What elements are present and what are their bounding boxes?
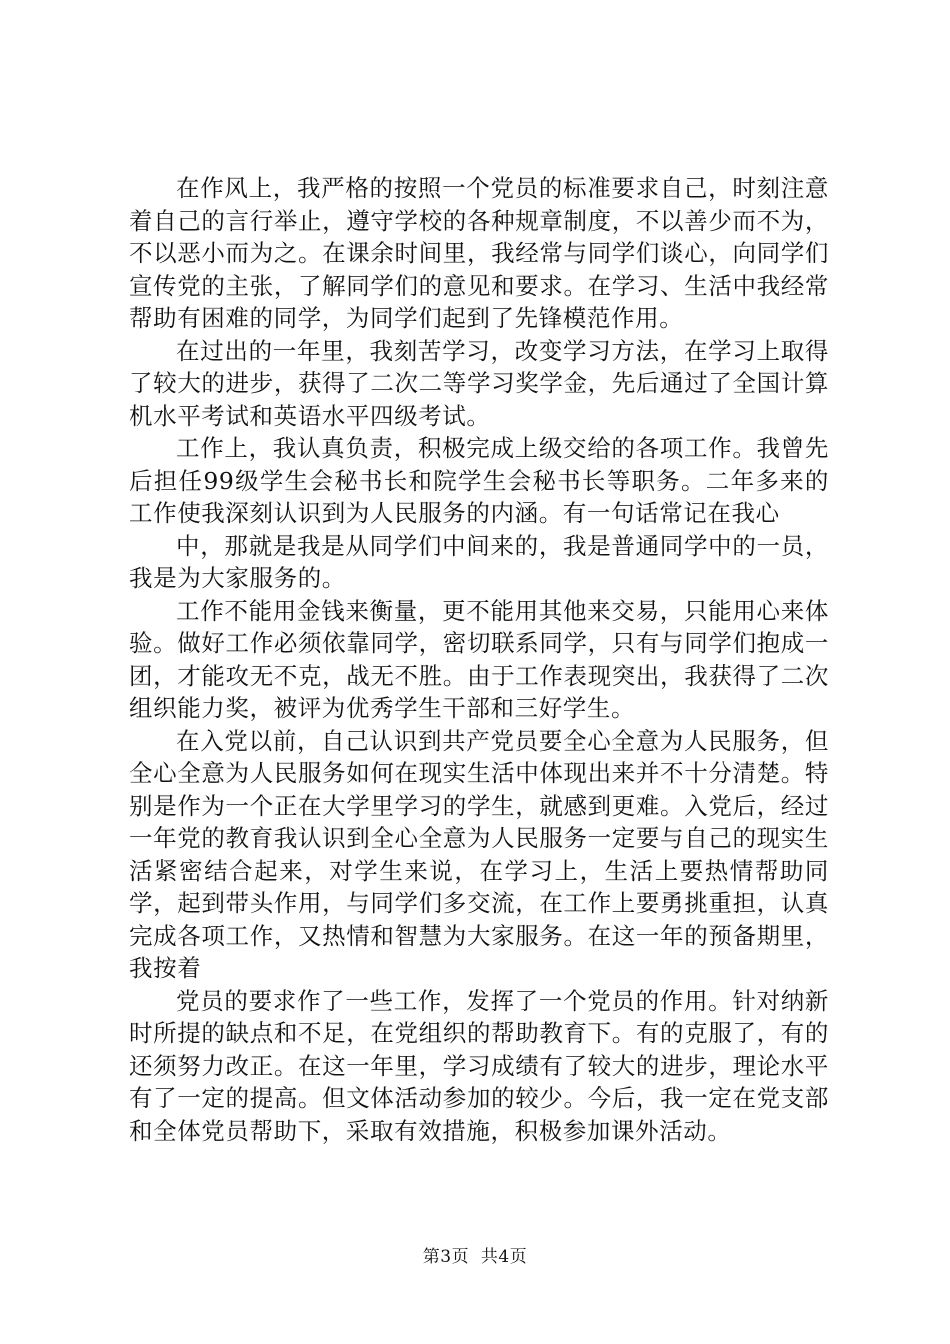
paragraph-party-understanding: 在入党以前，自己认识到共产党员要全心全意为人民服务，但全心全意为人民服务如何在现实生活中体现出来并不十分清楚。特别是作为一个正在大学里学习的学生，就感到更难。入党后，经过一年党的教育我认识到全心全意为人民服务一定要与自己的现实生活紧密结合起来，对学生来说，在学习上，生活上要热情帮助同学，起到带头作用，与同学们多交流，在工作上要勇挑重担，认真完成各项工作，又热情和智慧为大家服务。在这一年的预备期里，我按着 [129,726,829,982]
paragraph-work-experience: 工作不能用金钱来衡量，更不能用其他来交易，只能用心来体验。做好工作必须依靠同学，密切联系同学，只有与同学们抱成一团，才能攻无不克，战无不胜。由于工作表现突出，我获得了二次组织能力奖，被评为优秀学生干部和三好学生。 [129,596,829,722]
document-body [129,172,829,1147]
paragraph-work-style: 在作风上，我严格的按照一个党员的标准要求自己，时刻注意着自己的言行举止，遵守学校的各种规章制度，不以善少而不为，不以恶小而为之。在课余时间里，我经常与同学们谈心，向同学们宣传党的主张，了解同学们的意见和要求。在学习、生活中我经常帮助有困难的同学，为同学们起到了先锋模范作用。 [129,174,829,332]
page-number: 第3页 共4页 [422,1247,528,1267]
paragraph-work: 工作上，我认真负责，积极完成上级交给的各项工作。我曾先后担任99级学生会秘书长和院学生会秘书长等职务。二年多来的工作使我深刻认识到为人民服务的内涵。有一句话常记在我心 [129,434,829,527]
page-footer [0,1246,950,1268]
paragraph-work-continued: 中，那就是我是从同学们中间来的，我是普通同学中的一员，我是为大家服务的。 [129,531,829,592]
paragraph-study: 在过出的一年里，我刻苦学习，改变学习方法，在学习上取得了较大的进步，获得了二次二等学习奖学金，先后通过了全国计算机水平考试和英语水平四级考试。 [129,336,829,430]
paragraph-probation-summary: 党员的要求作了一些工作，发挥了一个党员的作用。针对纳新时所提的缺点和不足，在党组织的帮助教育下。有的克服了，有的还须努力改正。在这一年里，学习成绩有了较大的进步，理论水平有了一定的提高。但文体活动参加的较少。今后，我一定在党支部和全体党员帮助下，采取有效措施，积极参加课外活动。 [129,986,829,1145]
